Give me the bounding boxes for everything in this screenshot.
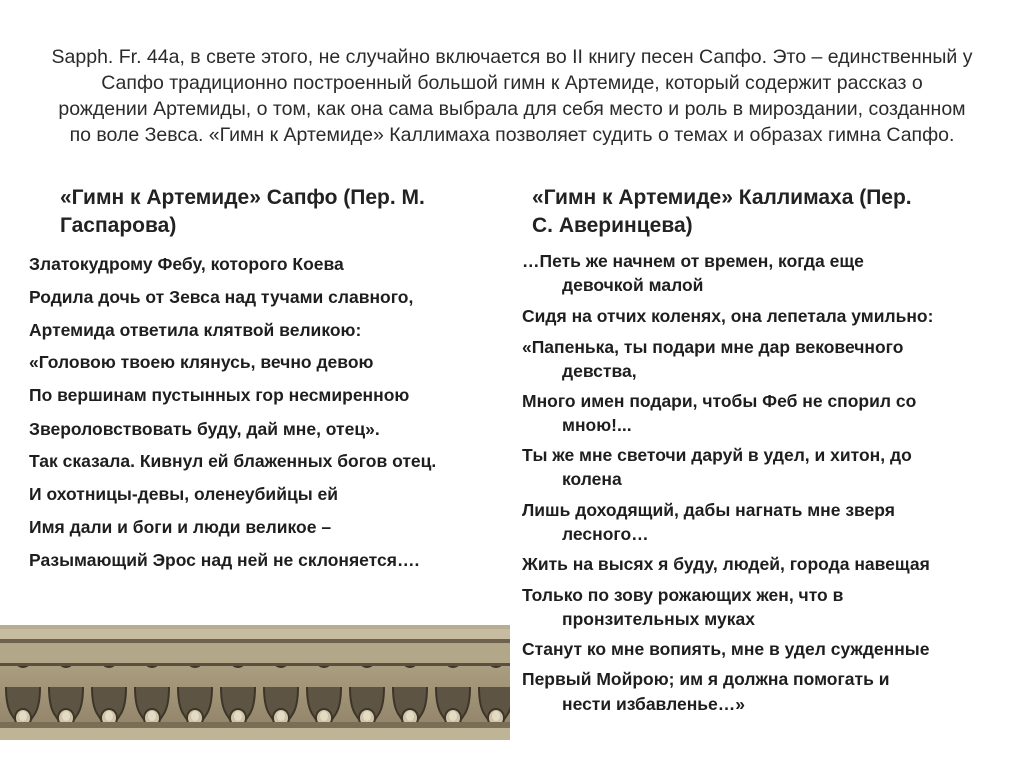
callimachus-poem-line: Станут ко мне вопиять, мне в удел сужденные xyxy=(522,639,930,659)
sappho-poem-line: Родила дочь от Зевса над тучами славного, xyxy=(29,287,414,307)
sappho-poem-line: Имя дали и боги и люди великое – xyxy=(29,517,332,537)
heading-line: «Гимн к Артемиде» Каллимаха (Пер. xyxy=(532,186,912,209)
callimachus-poem-line: Первый Мойрою; им я должна помогать и xyxy=(522,669,890,689)
intro-line: Sapph. Fr. 44a, в свете этого, не случайно включается во II книгу песен Сапфо. Это – единственный у xyxy=(51,46,973,68)
sappho-poem-line: По вершинам пустынных гор несмиренною xyxy=(29,385,410,405)
callimachus-poem-line: девочкой малой xyxy=(562,275,704,295)
callimachus-poem-line: Много имен подари, чтобы Феб не спорил со xyxy=(522,391,917,411)
callimachus-poem-line: колена xyxy=(562,469,622,489)
intro-line: Сапфо традиционно построенный большой гимн к Артемиде, который содержит рассказ о xyxy=(101,72,923,94)
sappho-poem-line: Златокудрому Фебу, которого Коева xyxy=(29,254,344,274)
sappho-poem-line: «Головою твоею клянусь, вечно девою xyxy=(29,352,374,372)
callimachus-hymn-heading xyxy=(532,184,972,240)
intro-line: рождении Артемиды, о том, как она сама выбрала для себя место и роль в мироздании, созданном xyxy=(58,98,966,120)
callimachus-poem-line: Сидя на отчих коленях, она лепетала умильно: xyxy=(522,306,934,326)
callimachus-poem-line: лесного… xyxy=(562,524,649,544)
sappho-poem-line: И охотницы-девы, оленеубийцы ей xyxy=(29,484,339,504)
sappho-poem-line: Разымающий Эрос над ней не склоняется…. xyxy=(29,550,420,570)
callimachus-poem-line: пронзительных муках xyxy=(562,609,755,629)
heading-line: С. Аверинцева) xyxy=(532,214,693,237)
intro-paragraph xyxy=(8,44,1016,148)
callimachus-poem-line: девства, xyxy=(562,361,637,381)
callimachus-poem-line: Только по зову рожающих жен, что в xyxy=(522,585,844,605)
heading-line: «Гимн к Артемиде» Сапфо (Пер. М. xyxy=(60,186,425,209)
sappho-hymn-heading xyxy=(60,184,480,240)
callimachus-poem-line: «Папенька, ты подари мне дар вековечного xyxy=(522,337,904,357)
stone-frieze-image xyxy=(0,625,510,740)
intro-line: по воле Зевса. «Гимн к Артемиде» Каллимаха позволяет судить о темах и образах гимна Сапфо. xyxy=(69,124,955,146)
callimachus-poem-line: Жить на высях я буду, людей, города навещая xyxy=(522,554,930,574)
sappho-poem-line: Так сказала. Кивнул ей блаженных богов отец. xyxy=(29,451,437,471)
callimachus-poem-line: мною!... xyxy=(562,415,632,435)
callimachus-poem-line: …Петь же начнем от времен, когда еще xyxy=(522,251,864,271)
frieze-ornament-icon xyxy=(0,625,510,740)
sappho-poem-line: Артемида ответила клятвой великою: xyxy=(29,320,362,340)
callimachus-poem-line: нести избавленье…» xyxy=(562,694,745,714)
callimachus-poem-line: Лишь доходящий, дабы нагнать мне зверя xyxy=(522,500,895,520)
sappho-poem-line: Звероловствовать буду, дай мне, отец». xyxy=(29,419,380,439)
heading-line: Гаспарова) xyxy=(60,214,177,237)
callimachus-poem-line: Ты же мне светочи даруй в удел, и хитон, до xyxy=(522,445,912,465)
